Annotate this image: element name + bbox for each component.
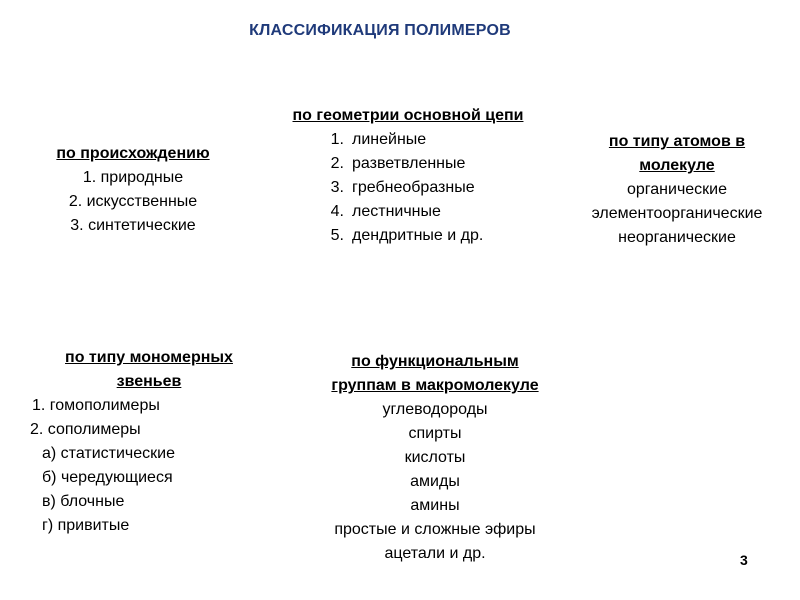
geometry-list <box>262 128 554 248</box>
functional-heading: по функциональным <box>351 353 519 370</box>
functional-item: углеводороды <box>382 401 488 418</box>
functional-block <box>300 350 570 566</box>
origin-item: 1. природные <box>82 169 184 186</box>
list-item: 4. лестничные <box>330 203 441 220</box>
functional-heading: группам в макромолекуле <box>331 377 539 394</box>
geometry-heading: по геометрии основной цепи <box>292 107 524 124</box>
list-item: 2. разветвленные <box>330 155 466 172</box>
functional-item: кислоты <box>404 449 466 466</box>
monomer-subitem: б) чередующиеся <box>42 469 173 486</box>
functional-item: простые и сложные эфиры <box>334 521 536 538</box>
atoms-heading: по типу атомов в <box>608 133 746 150</box>
geometry-block <box>262 104 554 248</box>
atoms-block <box>562 130 792 250</box>
monomer-subitem: в) блочные <box>42 493 125 510</box>
monomer-heading: звеньев <box>116 373 182 390</box>
atoms-item: элементоорганические <box>591 205 763 222</box>
monomer-item: 1. гомополимеры <box>32 397 160 414</box>
origin-item: 3. синтетические <box>70 217 196 234</box>
list-item: 1. линейные <box>330 131 427 148</box>
page-number: 3 <box>740 552 748 568</box>
functional-item: амиды <box>410 473 460 490</box>
monomer-subitem: г) привитые <box>42 517 130 534</box>
atoms-heading: молекуле <box>639 157 715 174</box>
monomer-subitem: а) статистические <box>42 445 175 462</box>
origin-heading: по происхождению <box>56 145 210 162</box>
monomer-block <box>26 346 266 538</box>
functional-item: спирты <box>408 425 462 442</box>
list-item: 5. дендритные и др. <box>330 227 484 244</box>
atoms-item: неорганические <box>618 229 736 246</box>
monomer-item: 2. сополимеры <box>30 421 141 438</box>
origin-block <box>28 142 238 238</box>
monomer-heading: по типу мономерных <box>65 349 233 366</box>
functional-item: ацетали и др. <box>384 545 486 562</box>
origin-item: 2. искусственные <box>68 193 198 210</box>
functional-item: амины <box>410 497 460 514</box>
list-item: 3. гребнеобразные <box>330 179 475 196</box>
slide-title: КЛАССИФИКАЦИЯ ПОЛИМЕРОВ <box>249 22 511 39</box>
atoms-item: органические <box>626 181 728 198</box>
